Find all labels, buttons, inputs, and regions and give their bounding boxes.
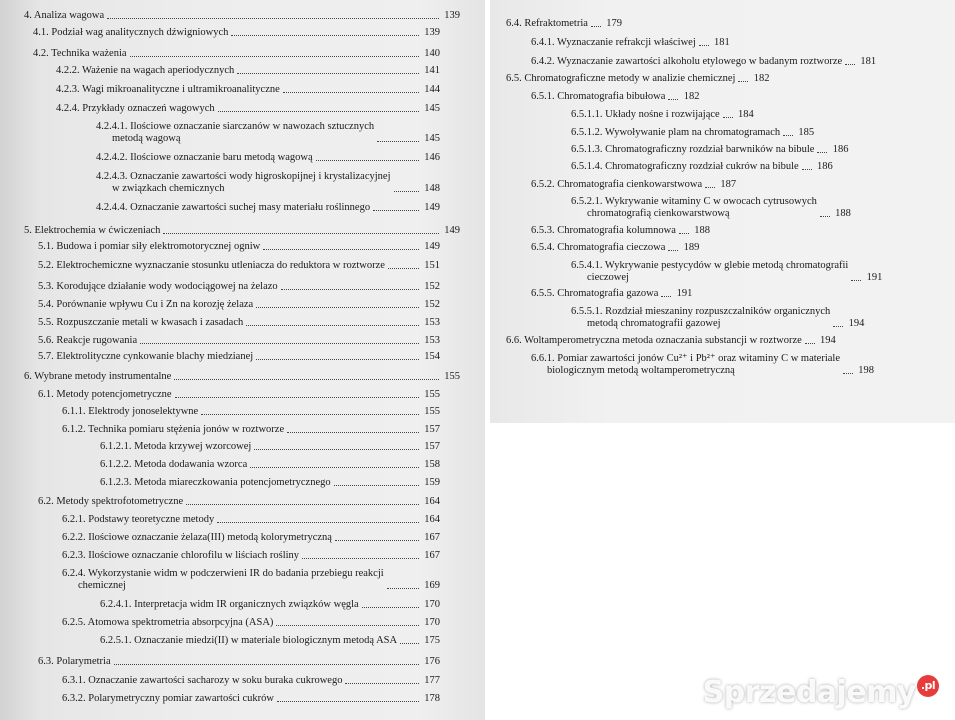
toc-leader-dots xyxy=(163,233,439,234)
toc-page-number: 194 xyxy=(820,335,836,346)
toc-page-number: 145 xyxy=(424,133,440,144)
toc-entry-title: 6.4.1. Wyznaczanie refrakcji właściwej xyxy=(531,37,696,48)
toc-entry xyxy=(56,103,440,115)
toc-leader-dots xyxy=(250,467,419,468)
toc-leader-dots xyxy=(107,18,439,19)
toc-entry-title: 6.3. Polarymetria xyxy=(38,656,111,667)
toc-leader-dots xyxy=(591,26,601,27)
toc-page-number: 149 xyxy=(424,241,440,252)
toc-page-number: 182 xyxy=(753,73,770,84)
toc-page-number: 141 xyxy=(424,65,440,76)
toc-entry-title: 6.2.2. Ilościowe oznaczanie żelaza(III) metodą kolorymetryczną xyxy=(62,532,332,543)
toc-entry xyxy=(62,514,440,526)
toc-leader-dots xyxy=(817,152,827,153)
toc-page-number: 175 xyxy=(424,635,440,646)
toc-leader-dots xyxy=(254,449,419,450)
toc-entry-title: 6.5.4.1. Wykrywanie pestycydów w glebie metodą chromatografii cieczowej xyxy=(571,260,849,283)
toc-entry xyxy=(62,568,440,592)
toc-page-number: 145 xyxy=(424,103,440,114)
toc-entry xyxy=(62,617,440,629)
toc-leader-dots xyxy=(400,643,419,644)
toc-page-number: 188 xyxy=(694,225,710,236)
toc-entry-title: 6.1.2.1. Metoda krzywej wzorcowej xyxy=(100,441,252,452)
toc-entry-title: 6.5.1.2. Wywoływanie plam na chromatogramach xyxy=(571,127,781,138)
toc-page-number: 188 xyxy=(835,208,851,219)
toc-entry-title: 6.5.3. Chromatografia kolumnowa xyxy=(531,225,676,236)
toc-entry xyxy=(96,202,440,214)
toc-entry xyxy=(56,84,440,96)
toc-entry-title: 6.1.1. Elektrody jonoselektywne xyxy=(62,406,199,417)
toc-entry-title: 6.5.5. Chromatografia gazowa xyxy=(531,288,659,299)
toc-leader-dots xyxy=(843,373,853,374)
toc-page-number: 181 xyxy=(714,37,730,48)
toc-entry xyxy=(571,127,814,139)
toc-leader-dots xyxy=(699,45,709,46)
toc-page-number: 153 xyxy=(424,317,440,328)
toc-leader-dots xyxy=(661,296,671,297)
toc-entry xyxy=(38,317,440,329)
toc-entry xyxy=(62,532,440,544)
toc-page-number: 159 xyxy=(424,477,440,488)
toc-entry-title: 6.5.1. Chromatografia bibułowa xyxy=(531,91,666,102)
toc-entry-title: 6.5.2. Chromatografia cienkowarstwowa xyxy=(531,179,703,190)
toc-leader-dots xyxy=(805,343,815,344)
toc-entry xyxy=(62,424,440,436)
toc-page-number: 178 xyxy=(424,693,440,704)
toc-entry-title: 4. Analiza wagowa xyxy=(24,10,105,21)
toc-leader-dots xyxy=(388,268,419,269)
toc-entry xyxy=(96,171,440,195)
toc-page-number: 157 xyxy=(424,441,440,452)
toc-entry xyxy=(38,299,440,311)
toc-entry-title: 4.1. Podział wag analitycznych dźwigniowych xyxy=(33,27,229,38)
toc-entry xyxy=(571,306,864,330)
toc-entry-title: 6.1. Metody potencjometryczne xyxy=(38,389,172,400)
toc-entry xyxy=(100,599,440,611)
toc-page-number: 191 xyxy=(676,288,693,299)
toc-page-number: 151 xyxy=(424,260,440,271)
toc-page-number: 140 xyxy=(424,48,440,59)
toc-entry-title: 6.1.2.3. Metoda miareczkowania potencjometrycznego xyxy=(100,477,331,488)
toc-page-number: 157 xyxy=(424,424,440,435)
toc-entry-title: 6.5.1.3. Chromatograficzny rozdział barwników na bibule xyxy=(571,144,815,155)
toc-entry xyxy=(531,225,710,237)
toc-entry-title: 5.7. Elektrolityczne cynkowanie blachy miedzianej xyxy=(38,351,254,362)
toc-page-number: 181 xyxy=(860,56,877,67)
toc-entry-title: 6.5.2.1. Wykrywanie witaminy C w owocach cytrusowych chromatografią cienkowarstwową xyxy=(571,196,817,219)
toc-leader-dots xyxy=(783,135,793,136)
toc-page-number: 169 xyxy=(424,580,440,591)
toc-entry-title: 6.3.2. Polarymetryczny pomiar zawartości cukrów xyxy=(62,693,274,704)
toc-entry xyxy=(531,179,736,191)
toc-entry-title: 6.5. Chromatograficzne metody w analizie chemicznej xyxy=(506,73,736,84)
toc-entry xyxy=(571,260,882,284)
toc-entry-title: 6.2. Metody spektrofotometryczne xyxy=(38,496,184,507)
toc-entry-title: 4.2.4.2. Ilościowe oznaczanie baru metodą wagową xyxy=(96,152,313,163)
toc-page-number: 167 xyxy=(424,532,440,543)
toc-leader-dots xyxy=(277,701,419,702)
toc-page-number: 139 xyxy=(424,27,440,38)
toc-leader-dots xyxy=(820,216,830,217)
toc-page-number: 167 xyxy=(424,550,440,561)
toc-leader-dots xyxy=(283,92,419,93)
toc-page-number: 149 xyxy=(424,202,440,213)
toc-leader-dots xyxy=(833,326,843,327)
toc-entry-title: 4.2.4. Przykłady oznaczeń wagowych xyxy=(56,103,215,114)
toc-leader-dots xyxy=(237,73,419,74)
toc-entry-title: 6.2.5.1. Oznaczanie miedzi(II) w materiale biologicznym metodą ASA xyxy=(100,635,398,646)
toc-entry xyxy=(38,656,440,668)
toc-entry xyxy=(100,635,440,647)
toc-leader-dots xyxy=(668,99,678,100)
toc-leader-dots xyxy=(186,504,419,505)
toc-page-number: 185 xyxy=(798,127,815,138)
toc-leader-dots xyxy=(201,414,419,415)
toc-leader-dots xyxy=(246,325,419,326)
toc-leader-dots xyxy=(738,81,748,82)
toc-entry-title: 5.6. Reakcje rugowania xyxy=(38,335,138,346)
toc-page-number: 148 xyxy=(424,183,440,194)
toc-entry xyxy=(24,371,460,383)
toc-entry xyxy=(531,242,699,254)
toc-leader-dots xyxy=(218,111,419,112)
toc-entry-title: 6.6.1. Pomiar zawartości jonów Cu²⁺ i Pb²⁺ oraz witaminy C w materiale biologicznym metodą woltamperometryczną xyxy=(531,353,840,376)
toc-entry-title: 6.4. Refraktometria xyxy=(506,18,588,29)
toc-entry xyxy=(531,353,874,377)
toc-page-number: 158 xyxy=(424,459,440,470)
toc-entry-title: 4.2.4.4. Oznaczanie zawartości suchej masy materiału roślinnego xyxy=(96,202,371,213)
toc-leader-dots xyxy=(377,141,419,142)
toc-leader-dots xyxy=(668,250,678,251)
toc-leader-dots xyxy=(174,379,439,380)
toc-leader-dots xyxy=(845,64,855,65)
toc-entry xyxy=(62,550,440,562)
toc-entry xyxy=(531,91,699,103)
toc-entry xyxy=(24,225,460,237)
toc-entry-title: 5.1. Budowa i pomiar siły elektromotorycznej ogniw xyxy=(38,241,261,252)
toc-entry xyxy=(100,477,440,489)
toc-page-number: 186 xyxy=(832,144,849,155)
toc-leader-dots xyxy=(851,280,861,281)
toc-leader-dots xyxy=(802,169,812,170)
toc-page-number: 184 xyxy=(737,109,754,120)
toc-leader-dots xyxy=(302,558,419,559)
toc-entry-title: 4.2.4.1. Ilościowe oznaczanie siarczanów w nawozach sztucznych metodą wagową xyxy=(96,121,375,144)
toc-entry-title: 6.5.1.4. Chromatograficzny rozdział cukrów na bibule xyxy=(571,161,799,172)
toc-entry xyxy=(38,351,440,363)
toc-entry xyxy=(571,196,851,220)
toc-leader-dots xyxy=(114,664,419,665)
toc-page-number: 164 xyxy=(424,514,440,525)
toc-leader-dots xyxy=(334,485,419,486)
toc-entry xyxy=(38,389,440,401)
toc-entry xyxy=(96,121,440,145)
toc-page-number: 139 xyxy=(444,10,460,21)
toc-page-number: 155 xyxy=(424,406,440,417)
toc-entry-title: 4.2.3. Wagi mikroanalityczne i ultramikroanalityczne xyxy=(56,84,280,95)
toc-entry-title: 6.4.2. Wyznaczanie zawartości alkoholu etylowego w badanym roztworze xyxy=(531,56,843,67)
toc-page-number: 189 xyxy=(683,242,700,253)
toc-page-number: 152 xyxy=(424,299,440,310)
toc-entry-title: 5.4. Porównanie wpływu Cu i Zn na korozję żelaza xyxy=(38,299,254,310)
toc-leader-dots xyxy=(175,397,419,398)
toc-leader-dots xyxy=(345,683,419,684)
toc-entry xyxy=(571,161,833,173)
toc-page-number: 179 xyxy=(606,18,622,29)
toc-entry xyxy=(531,56,876,68)
toc-entry xyxy=(571,144,848,156)
toc-leader-dots xyxy=(276,625,419,626)
toc-entry xyxy=(38,260,440,272)
toc-entry xyxy=(531,37,730,49)
toc-entry-title: 6.1.2. Technika pomiaru stężenia jonów w roztworze xyxy=(62,424,285,435)
toc-entry-title: 4.2.4.3. Oznaczanie zawartości wody higroskopijnej i krystalizacyjnej w związkach chemicznych xyxy=(96,171,391,194)
toc-page-number: 194 xyxy=(848,318,865,329)
toc-entry xyxy=(506,73,769,85)
toc-leader-dots xyxy=(723,117,733,118)
toc-entry-title: 4.2.2. Ważenie na wagach aperiodycznych xyxy=(56,65,235,76)
toc-entry-title: 6.2.3. Ilościowe oznaczanie chlorofilu w liściach rośliny xyxy=(62,550,300,561)
toc-entry xyxy=(38,335,440,347)
toc-entry xyxy=(96,152,440,164)
toc-entry-title: 6.6. Woltamperometryczna metoda oznaczania substancji w roztworze xyxy=(506,335,802,346)
toc-leader-dots xyxy=(217,522,419,523)
toc-page-number: 153 xyxy=(424,335,440,346)
toc-entry xyxy=(38,496,440,508)
toc-page-number: 176 xyxy=(424,656,440,667)
toc-page-number: 170 xyxy=(424,599,440,610)
toc-page-number: 191 xyxy=(866,272,883,283)
toc-entry xyxy=(38,241,440,253)
toc-entry-title: 6.2.1. Podstawy teoretyczne metody xyxy=(62,514,215,525)
toc-entry xyxy=(506,335,836,347)
toc-page-number: 144 xyxy=(424,84,440,95)
toc-leader-dots xyxy=(394,191,420,192)
toc-page-number: 186 xyxy=(816,161,833,172)
toc-entry-title: 4.2. Technika ważenia xyxy=(33,48,127,59)
toc-entry xyxy=(531,288,692,300)
toc-entry-title: 5.5. Rozpuszczanie metali w kwasach i zasadach xyxy=(38,317,244,328)
toc-leader-dots xyxy=(287,432,419,433)
toc-entry xyxy=(62,406,440,418)
toc-entry xyxy=(100,441,440,453)
toc-page-number: 182 xyxy=(683,91,700,102)
sprzedajemy-watermark: Sprzedajemy .pl xyxy=(703,675,939,710)
toc-leader-dots xyxy=(130,56,419,57)
toc-page-number: 155 xyxy=(424,389,440,400)
toc-leader-dots xyxy=(362,607,419,608)
toc-leader-dots xyxy=(705,187,715,188)
toc-leader-dots xyxy=(679,233,689,234)
toc-entry-title: 6.2.4. Wykorzystanie widm w podczerwieni IR do badania przebiegu reakcji chemicznej xyxy=(62,568,384,591)
toc-page-number: 164 xyxy=(424,496,440,507)
toc-entry xyxy=(56,65,440,77)
toc-entry-title: 6. Wybrane metody instrumentalne xyxy=(24,371,172,382)
toc-leader-dots xyxy=(140,343,419,344)
toc-leader-dots xyxy=(373,210,419,211)
toc-leader-dots xyxy=(263,249,419,250)
toc-leader-dots xyxy=(231,35,419,36)
toc-leader-dots xyxy=(387,588,419,589)
toc-page-number: 146 xyxy=(424,152,440,163)
toc-entry xyxy=(62,693,440,705)
toc-entry xyxy=(33,27,440,39)
toc-entry-title: 6.5.1.1. Układy nośne i rozwijające xyxy=(571,109,720,120)
toc-entry-title: 6.5.4. Chromatografia cieczowa xyxy=(531,242,666,253)
toc-page-number: 149 xyxy=(444,225,460,236)
toc-entry xyxy=(24,10,460,22)
toc-entry-title: 5.3. Korodujące działanie wody wodociągowej na żelazo xyxy=(38,281,278,292)
toc-entry xyxy=(100,459,440,471)
toc-entry-title: 5.2. Elektrochemiczne wyznaczanie stosunku utleniacza do reduktora w roztworze xyxy=(38,260,385,271)
toc-leader-dots xyxy=(335,540,419,541)
toc-entry-title: 6.5.5.1. Rozdział mieszaniny rozpuszczalników organicznych metodą chromatografii gazowej xyxy=(571,306,831,329)
toc-entry-title: 6.1.2.2. Metoda dodawania wzorca xyxy=(100,459,248,470)
toc-entry-title: 5. Elektrochemia w ćwiczeniach xyxy=(24,225,161,236)
toc-leader-dots xyxy=(256,359,419,360)
toc-entry-title: 6.3.1. Oznaczanie zawartości sacharozy w soku buraka cukrowego xyxy=(62,675,343,686)
toc-leader-dots xyxy=(316,160,419,161)
toc-entry-title: 6.2.4.1. Interpretacja widm IR organicznych związków węgla xyxy=(100,599,359,610)
toc-page-number: 177 xyxy=(424,675,440,686)
toc-entry-title: 6.2.5. Atomowa spektrometria absorpcyjna (ASA) xyxy=(62,617,274,628)
toc-page-number: 154 xyxy=(424,351,440,362)
toc-page-number: 170 xyxy=(424,617,440,628)
toc-page-number: 155 xyxy=(444,371,460,382)
toc-entry xyxy=(506,18,622,30)
toc-page-number: 187 xyxy=(720,179,737,190)
toc-entry xyxy=(33,48,440,60)
toc-entry xyxy=(571,109,754,121)
toc-leader-dots xyxy=(256,307,419,308)
toc-leader-dots xyxy=(281,289,419,290)
toc-page-number: 152 xyxy=(424,281,440,292)
toc-entry xyxy=(38,281,440,293)
toc-entry xyxy=(62,675,440,687)
toc-page-number: 198 xyxy=(858,365,874,376)
